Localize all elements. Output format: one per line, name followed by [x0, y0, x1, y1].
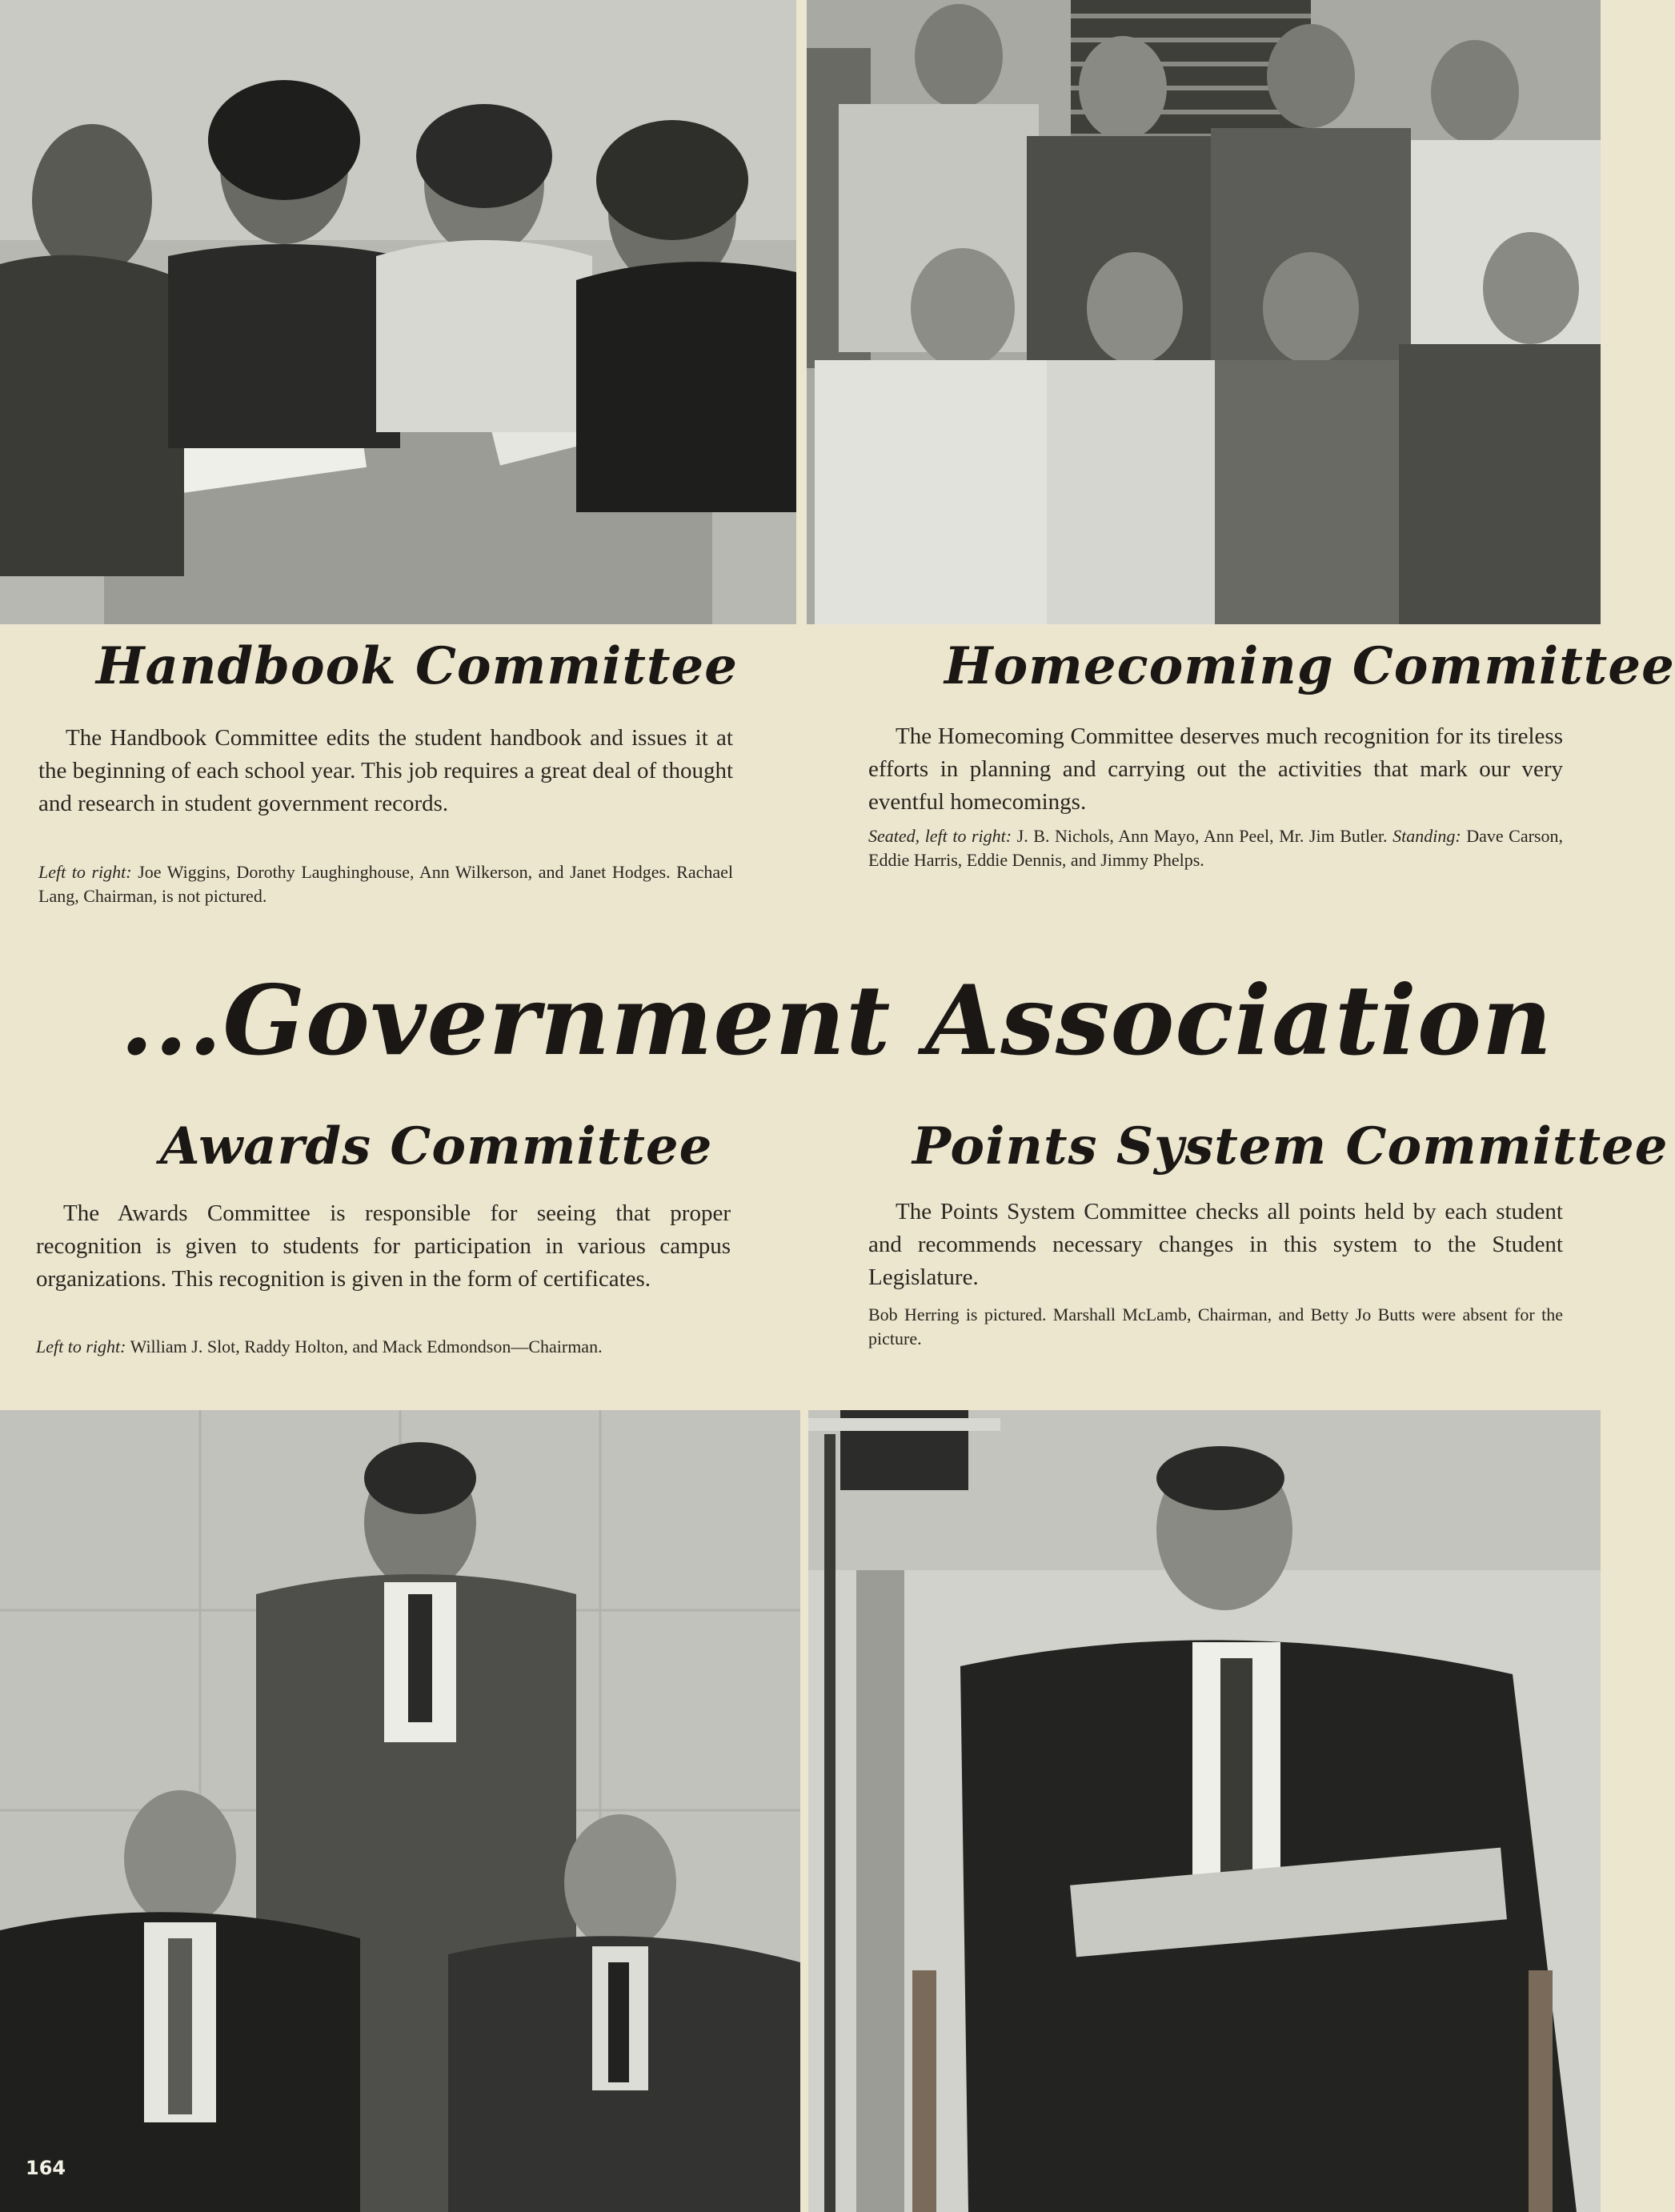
caption-names-seated: J. B. Nichols, Ann Mayo, Ann Peel, Mr. Jim Butler. [1016, 826, 1388, 846]
points-system-committee-photo [808, 1410, 1601, 2212]
awards-committee-caption [36, 1335, 731, 1359]
homecoming-committee-caption [868, 824, 1563, 872]
caption-lead: Left to right: [36, 1336, 126, 1356]
handbook-committee-title: Handbook Committee [96, 636, 738, 696]
caption-names: William J. Slot, Raddy Holton, and Mack Edmondson—Chairman. [130, 1336, 603, 1356]
awards-committee-title: Awards Committee [160, 1116, 713, 1176]
caption-lead-standing: Standing: [1392, 826, 1461, 846]
caption-names-standing: Dave Carson, Eddie Harris, Eddie Dennis, and Jimmy Phelps. [868, 826, 1563, 870]
handbook-committee-description: The Handbook Committee edits the student handbook and issues it at the beginning of each school year. This job requires a great deal of thought and research in student government records. [38, 725, 733, 816]
government-association-banner: ...Government Association [120, 964, 1553, 1077]
points-system-committee-title: Points System Committee [912, 1116, 1669, 1176]
caption-names: Joe Wiggins, Dorothy Laughinghouse, Ann Wilkerson, and Janet Hodges. Rachael Lang, Chairman, is not pictured. [38, 862, 733, 906]
awards-committee-photo [0, 1410, 800, 2212]
handbook-committee-photo [0, 0, 796, 624]
homecoming-committee-description: The Homecoming Committee deserves much recognition for its tireless efforts in planning and carrying out the activities that mark our very eventful homecomings. [868, 723, 1563, 815]
caption-lead: Seated, left to right: [868, 826, 1012, 846]
points-system-committee-caption: Bob Herring is pictured. Marshall McLamb, Chairman, and Betty Jo Butts were absent for the picture. [868, 1304, 1563, 1348]
homecoming-committee-title: Homecoming Committee [944, 636, 1675, 696]
caption-lead: Left to right: [38, 862, 132, 882]
homecoming-committee-photo [807, 0, 1601, 624]
handbook-committee-caption [38, 860, 733, 908]
page-number: 164 [26, 2157, 66, 2179]
points-system-committee-description: The Points System Committee checks all points held by each student and recommends necessary changes in this system to the Student Legislature. [868, 1199, 1563, 1290]
awards-committee-description: The Awards Committee is responsible for seeing that proper recognition is given to students for participation in various campus organizations. This recognition is given in the form of certificates. [36, 1200, 731, 1292]
